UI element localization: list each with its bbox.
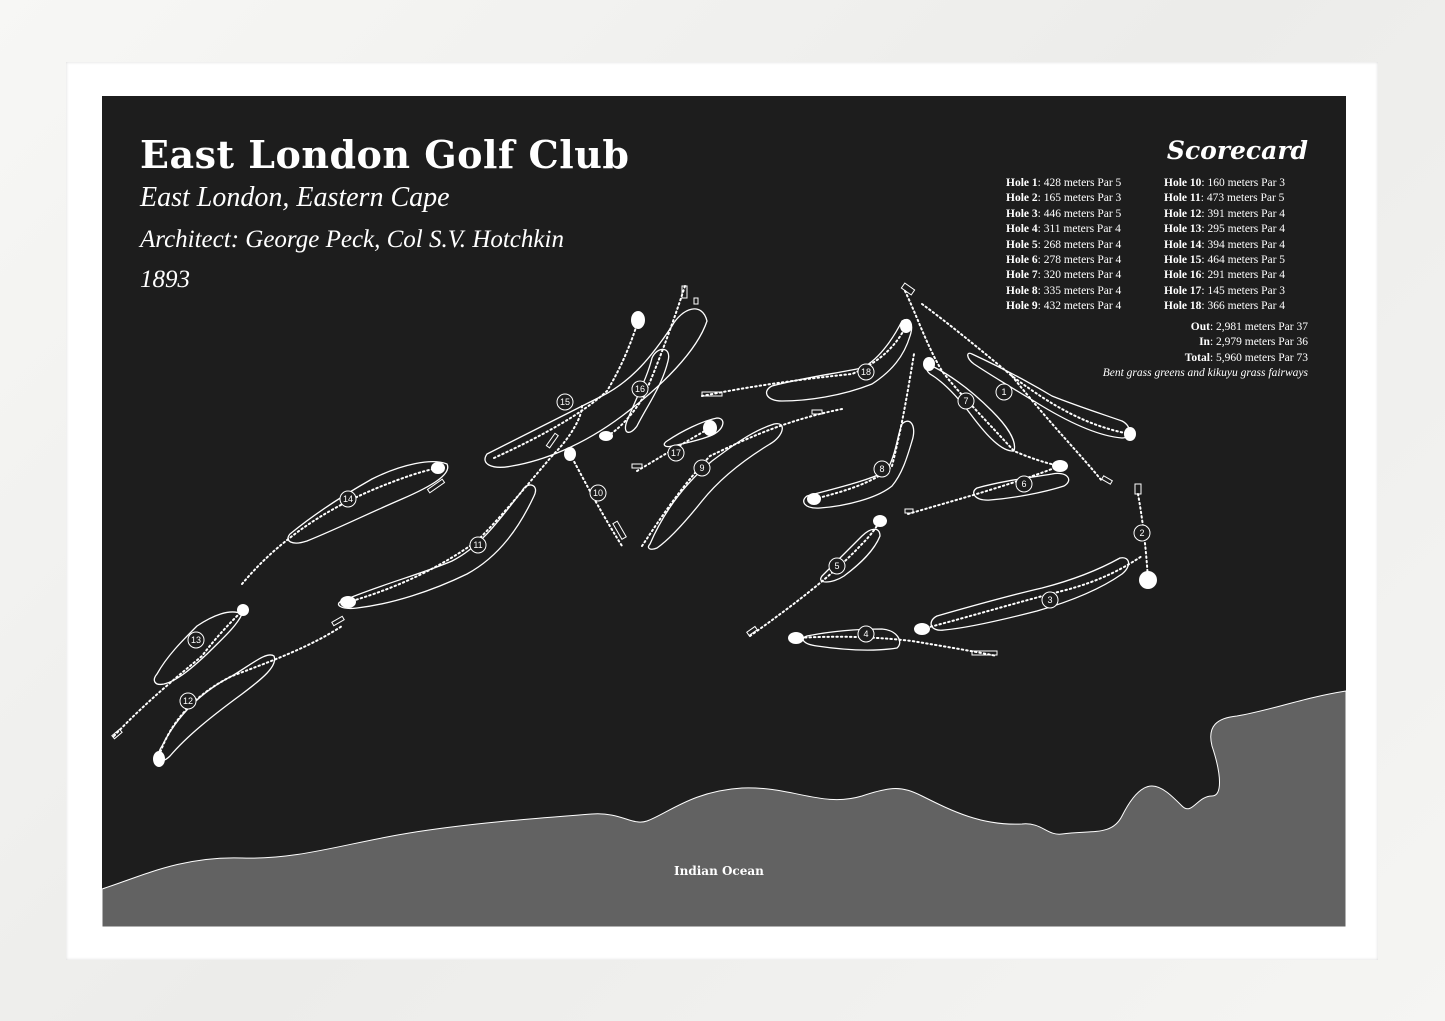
fairway-15 bbox=[485, 309, 707, 467]
hole-number-12: 12 bbox=[182, 696, 194, 706]
scorecard-row: Hole 17: 145 meters Par 3 bbox=[1164, 284, 1286, 297]
scorecard-row: Hole 3: 446 meters Par 5 bbox=[1006, 207, 1122, 220]
hole-marker-11 bbox=[470, 537, 486, 553]
line-9 bbox=[642, 409, 842, 546]
scorecard-row: Hole 18: 366 meters Par 4 bbox=[1164, 300, 1286, 313]
hole-marker-18 bbox=[858, 364, 874, 380]
green-5 bbox=[873, 515, 887, 527]
line-14 bbox=[242, 468, 438, 584]
hole-marker-17 bbox=[668, 445, 684, 461]
hole-number-16: 16 bbox=[634, 384, 646, 394]
fairway-4 bbox=[803, 629, 900, 650]
hole-marker-13 bbox=[188, 632, 204, 648]
scorecard-row: Hole 8: 335 meters Par 4 bbox=[1006, 284, 1122, 297]
hole-marker-12 bbox=[180, 693, 196, 709]
scorecard-total: Total: 5,960 meters Par 73 bbox=[1184, 351, 1308, 364]
hole-marker-1 bbox=[996, 384, 1012, 400]
hole-number-18: 18 bbox=[860, 367, 872, 377]
fairway-8 bbox=[804, 421, 914, 508]
hole-marker-7 bbox=[958, 393, 974, 409]
scorecard-row: Hole 9: 432 meters Par 4 bbox=[1006, 300, 1122, 313]
green-7 bbox=[923, 357, 935, 371]
scorecard-row: Hole 15: 464 meters Par 5 bbox=[1164, 254, 1286, 267]
tee-2 bbox=[1135, 484, 1141, 494]
line-1 bbox=[922, 304, 1130, 434]
hole-marker-14 bbox=[340, 491, 356, 507]
line-18 bbox=[702, 326, 906, 396]
green-15 bbox=[631, 311, 645, 329]
tee-16 bbox=[694, 298, 698, 304]
ocean-area bbox=[102, 691, 1346, 927]
line-4 bbox=[796, 637, 997, 656]
tee-10 bbox=[613, 521, 626, 539]
line-6 bbox=[908, 466, 1060, 514]
scorecard-row: Hole 10: 160 meters Par 3 bbox=[1164, 177, 1286, 189]
hole-number-3: 3 bbox=[1047, 595, 1053, 605]
scorecard-row: Hole 6: 278 meters Par 4 bbox=[1006, 254, 1122, 267]
course-location: East London, Eastern Cape bbox=[140, 182, 450, 213]
scorecard-in: In: 2,979 meters Par 36 bbox=[1199, 336, 1308, 349]
fairway-14 bbox=[288, 462, 448, 543]
green-17 bbox=[703, 420, 717, 436]
tee-11 bbox=[546, 433, 558, 448]
scorecard-note: Bent grass greens and kikuyu grass fairways bbox=[1102, 367, 1308, 380]
hole-marker-15 bbox=[557, 394, 573, 410]
line-3 bbox=[922, 556, 1142, 629]
course-map-print bbox=[102, 96, 1346, 927]
ocean-label: Indian Ocean bbox=[674, 864, 764, 878]
course-title: East London Golf Club bbox=[140, 132, 630, 177]
hole-marker-16 bbox=[632, 381, 648, 397]
scorecard-row: Hole 7: 320 meters Par 4 bbox=[1006, 269, 1122, 282]
tee-17 bbox=[632, 464, 642, 468]
green-12 bbox=[153, 751, 165, 767]
hole-number-1: 1 bbox=[1001, 387, 1007, 397]
course-architect: Architect: George Peck, Col S.V. Hotchkin bbox=[140, 226, 564, 253]
scorecard-row: Hole 5: 268 meters Par 4 bbox=[1006, 238, 1122, 251]
tee-1 bbox=[1102, 476, 1113, 484]
fairway-9 bbox=[648, 424, 782, 550]
fairway-18 bbox=[767, 319, 912, 401]
line-12 bbox=[159, 626, 342, 756]
course-map bbox=[102, 96, 1346, 927]
scorecard-back-nine bbox=[1164, 176, 1285, 315]
hole-number-15: 15 bbox=[559, 397, 571, 407]
hole-number-13: 13 bbox=[190, 635, 202, 645]
hole-number-8: 8 bbox=[879, 464, 885, 474]
course-year: 1893 bbox=[140, 266, 190, 293]
hole-marker-9 bbox=[694, 460, 710, 476]
hole-number-9: 9 bbox=[699, 463, 705, 473]
scorecard-totals bbox=[1103, 320, 1308, 382]
tee-12 bbox=[332, 616, 344, 625]
line-11 bbox=[352, 406, 582, 601]
hole-marker-6 bbox=[1016, 476, 1032, 492]
hole-marker-10 bbox=[590, 485, 606, 501]
fairway-12 bbox=[158, 655, 274, 761]
scorecard-title: Scorecard bbox=[1166, 136, 1308, 165]
hole-number-2: 2 bbox=[1139, 528, 1145, 538]
scorecard-row: Hole 11: 473 meters Par 5 bbox=[1164, 192, 1285, 205]
hole-number-11: 11 bbox=[473, 540, 483, 550]
line-13 bbox=[114, 610, 243, 736]
scorecard-row: Hole 13: 295 meters Par 4 bbox=[1164, 223, 1286, 236]
green-11 bbox=[340, 596, 356, 608]
scorecard-row: Hole 14: 394 meters Par 4 bbox=[1164, 238, 1286, 251]
hole-number-10: 10 bbox=[592, 488, 604, 498]
scorecard-row: Hole 4: 311 meters Par 4 bbox=[1006, 223, 1121, 236]
hole-number-6: 6 bbox=[1021, 479, 1027, 489]
scorecard-front-nine bbox=[1006, 176, 1121, 315]
hole-number-7: 7 bbox=[963, 396, 969, 406]
line-7 bbox=[905, 291, 1062, 466]
line-15 bbox=[494, 318, 639, 458]
hole-marker-3 bbox=[1042, 592, 1058, 608]
scorecard-row: Hole 2: 165 meters Par 3 bbox=[1006, 192, 1122, 205]
scorecard-row: Hole 1: 428 meters Par 5 bbox=[1006, 177, 1122, 189]
scorecard-row: Hole 16: 291 meters Par 4 bbox=[1164, 269, 1286, 282]
hole-number-14: 14 bbox=[342, 494, 354, 504]
scorecard-row: Hole 12: 391 meters Par 4 bbox=[1164, 207, 1286, 220]
tee-8 bbox=[901, 283, 914, 295]
hole-number-4: 4 bbox=[863, 629, 869, 639]
hole-marker-2 bbox=[1134, 525, 1150, 541]
hole-marker-8 bbox=[874, 461, 890, 477]
hole-number-5: 5 bbox=[834, 561, 840, 571]
fairway-11 bbox=[338, 485, 535, 608]
hole-marker-4 bbox=[858, 626, 874, 642]
scorecard-out: Out: 2,981 meters Par 37 bbox=[1190, 321, 1308, 333]
hole-marker-5 bbox=[829, 558, 845, 574]
hole-number-17: 17 bbox=[670, 448, 682, 458]
tee-5 bbox=[747, 626, 757, 635]
tee-13 bbox=[112, 729, 122, 738]
